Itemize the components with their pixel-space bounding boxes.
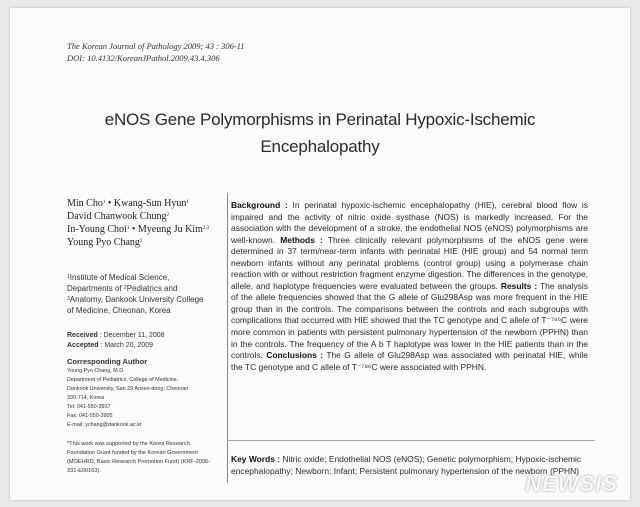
received-date (67, 331, 165, 341)
funding-note: *This work was supported by the Korea Research Foundation Grant funded by the Korean Government (MOEHRD, Basic Research Promotion Fund) (KRF-2006-331-E00163). (67, 441, 210, 474)
affiliations (67, 272, 217, 316)
affil-text: Pediatrics and (126, 284, 178, 293)
corr-line: Young Pyo Chang, M.D. (67, 368, 125, 374)
affil-text: of Medicine, Cheonan, Korea (67, 306, 171, 315)
author-affil-sup: 2,3 (202, 226, 210, 231)
author-affil-sup: 2 (139, 239, 143, 244)
author-affil-sup: 2 (166, 213, 169, 218)
journal-citation (67, 40, 245, 64)
affil-sup: 1 (67, 274, 70, 280)
corr-email: E-mail: ychang@dankook.ac.kr (67, 422, 142, 428)
affil-text: Anatomy, Dankook University College (69, 295, 204, 304)
affil-sup: 3 (67, 296, 70, 302)
author-affil-sup: 1 (102, 200, 106, 205)
newsis-watermark: NEWSIS (525, 471, 618, 496)
article-title (70, 106, 570, 160)
background-text: In perinatal hypoxic-ischemic encephalopathy (HIE), cerebral blood flow is impaired and the activity of nitric oxide systhase (NOS) is markedly increased. For the association with the development of a stroke, the endothelial NOS (eNOS) polymorphisms are well-known. (231, 200, 588, 245)
affiliation-line (67, 294, 217, 305)
corr-line: Department of Pediatrics, College of Medicine, (67, 377, 179, 383)
methods-label: Methods : (280, 234, 323, 245)
affil-sup: 2 (123, 285, 127, 291)
background-label: Background : (231, 200, 288, 210)
keywords-label: Key Words : (231, 454, 281, 464)
author-affil-sup: 1 (186, 200, 189, 205)
received-value: : December 11, 2008 (97, 332, 165, 339)
author-line (67, 197, 227, 210)
corr-line: Fax: 041-550-3905 (67, 413, 113, 419)
author-list (67, 197, 227, 249)
affil-text: Institute of Medical Science, (69, 273, 170, 282)
affiliation-line (67, 305, 217, 316)
corresponding-author (67, 357, 217, 430)
methods-text: Three clinically relevant polymorphisms of the eNOS gene were determined in 37 term/near-term infants with perinatal HIE (HIE group) and 54 normal term newborn infants without any perinatal problems (control group) using a polymerase chain reaction with or without restriction fragment enzyme digestion. The differences in the genotype, allele, and haplotype frequencies were evaluated between the groups. (231, 234, 588, 291)
author-separator: • (131, 224, 136, 235)
author-line (67, 223, 227, 236)
author-name: Myeung Ju Kim (137, 224, 203, 235)
results-text: The analysis of the allele frequencies showed that the G allele of Glu298Asp was more frequent in the HIE group than in the controls. The comparisons between the controls and each subgroups with complications that occurred with HIE showed that the TC genotype and C allele of T⁻⁷⁸⁶C were more common in patients with persistent pulmonary hypertension of the newborn (PPHN) than in the controls. The frequency of the A b T haplotype was lower in the HIE patients than in the controls. (231, 280, 588, 361)
author-name: In-Young Choi (67, 224, 127, 235)
author-name: Kwang-Sun Hyun (113, 198, 187, 209)
journal-line: The Korean Journal of Pathology 2009; 43 : 306-11 (67, 41, 245, 51)
title-line-2: Encephalopathy (260, 137, 380, 156)
corresponding-heading: Corresponding Author (67, 357, 148, 366)
abstract (231, 200, 588, 373)
affiliation-line (67, 272, 217, 283)
paper-page (10, 8, 630, 500)
results-label: Results : (500, 280, 538, 291)
affiliation-line (67, 283, 217, 294)
conclusions-label: Conclusions : (266, 350, 324, 361)
author-name: Min Cho (67, 198, 103, 209)
author-name: Young Pyo Chang (67, 237, 140, 248)
doi-line: DOI: 10.4132/KoreanJPathol.2009.43.4.306 (67, 53, 220, 63)
accepted-label: Accepted (67, 342, 99, 349)
author-name: David Chanwook Chung (67, 211, 167, 222)
title-line-1: eNOS Gene Polymorphisms in Perinatal Hypoxic-Ischemic (104, 110, 536, 129)
author-line (67, 210, 227, 223)
article-dates (67, 331, 165, 351)
affil-text: Departments of (67, 284, 124, 293)
author-separator: • (107, 198, 112, 209)
corr-line: 330-714, Korea (67, 395, 105, 401)
corr-line: Dankook University, San 29 Anseo-dong, Cheonan (67, 386, 189, 392)
corr-line: Tel: 041-550-3937 (67, 404, 111, 410)
keywords-divider (227, 440, 595, 441)
author-line (67, 236, 227, 249)
conclusions-text: The G allele of Glu298Asp was associated with perinatal HIE, while the TC genotype and C allele of T⁻⁷⁸⁶C were associated with PPHN. (231, 350, 588, 372)
accepted-date (67, 341, 165, 351)
author-affil-sup: 1 (126, 226, 130, 231)
keywords-text: Nitric oxide; Endothelial NOS (eNOS); Genetic polymorphism; Hypoxic-ischemic encephalopathy; Newborn; Infant; Persistent pulmonary hypertension of the newborn (PPHN) (231, 454, 582, 476)
received-label: Received (67, 332, 98, 339)
accepted-value: : March 20, 2009 (98, 342, 153, 349)
